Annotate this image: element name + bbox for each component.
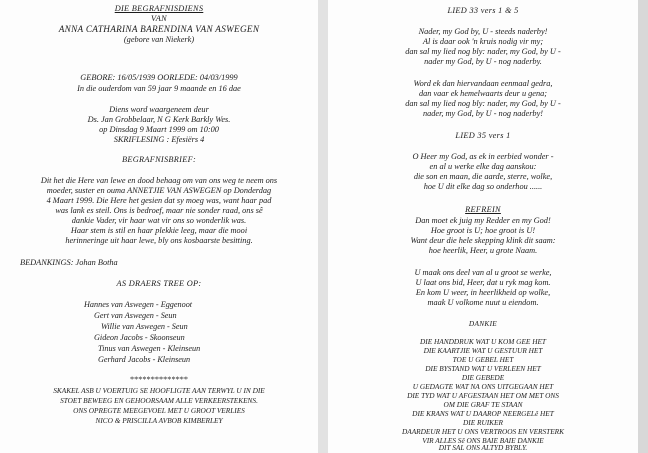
thanks-title: DANKIE [468, 319, 498, 328]
thanks-line: VIR ALLES Sê ONS BAIE BAIE DANKIE [422, 436, 544, 445]
thanks-line: DIE TYD WAT U AFGESTAAN HET OM MET ONS [407, 391, 559, 400]
letter-line: moeder, suster en ouma ANNETJIE VAN ASWEGEN op Donderdag [46, 186, 272, 195]
hymn2-title: LIED 35 vers 1 [455, 131, 511, 140]
bearers-heading: AS DRAERS TREE OP: [116, 279, 202, 288]
letter-line: Haar stem is stil en haar plekkie leeg, maar die mooi [70, 226, 248, 235]
hymn1-line: Al is daar ook 'n kruis nodig vir my; [422, 37, 544, 46]
bearer-item: Tinus van Aswegen - Kleinseun [98, 344, 201, 353]
hymn1-line: Nader, my God by, U - steeds naderby! [418, 27, 548, 36]
bearer-item: Willie van Aswegen - Seun [101, 322, 188, 331]
hymn1-line: dan sal my lied nog bly: nader, my God, by U - [405, 47, 561, 56]
letter-line: dankie Vader, vir haar wat vir ons so wonderlik was. [71, 216, 247, 225]
letter-line: was lank es steil. Ons is bedroef, maar nie sonder raad, ons sê [55, 206, 263, 215]
birth-death-dates: GEBORE: 16/05/1939 OORLEDE: 04/03/1999 [80, 73, 238, 82]
refrain-line: Hoe groot is U; hoe groot is U! [430, 226, 536, 235]
scripture-reading: SKRIFLESING : Efesiërs 4 [113, 135, 205, 144]
thanks-line: TOE U GEBEL HET [452, 355, 514, 364]
thanks-line: DIE KAARTJIE WAT U GESTUUR HET [423, 346, 543, 355]
bearer-item: Gerhard Jacobs - Kleinseun [98, 355, 191, 364]
hymn2-line: en al u werke elke dag aanskou: [429, 162, 537, 171]
separator-stars: ************** [129, 375, 189, 384]
footer-line: NICO & PRISCILLA AVBOB KIMBERLEY [95, 416, 223, 425]
verse3-line: maak U volkome nuut u eiendom. [427, 298, 539, 307]
refrain-line: Dan moet ek juig my Redder en my God! [415, 216, 551, 225]
service-line: Ds. Jan Grobbelaar, N G Kerk Barkly Wes. [87, 115, 231, 124]
letter-heading: BEGRAFNISBRIEF: [121, 155, 197, 164]
verse3-line: En kom U weer, in heerlikheid op wolke, [415, 288, 551, 297]
service-line: Diens word waargeneem deur [109, 105, 209, 114]
left-page [0, 0, 318, 453]
thanks-line: DIT SAL ONS ALTYD BYBLY. [438, 443, 528, 452]
age-line: In die ouderdom van 59 jaar 9 maande en 16 dae [77, 84, 241, 93]
letter-line: Dit het die Here van lewe en dood behaag om van ons weg te neem ons [40, 176, 278, 185]
refrain-title: REFREIN [465, 205, 501, 214]
heading: DIE BEGRAFNISDIENS [114, 4, 204, 13]
thanks-line: U GEDAGTE WAT NA ONS UITGEGAAN HET [412, 382, 554, 391]
maiden-name: (gebore van Niekerk) [123, 35, 195, 44]
footer-line: SKAKEL ASB U VOERTUIG SE HOOFLIGTE AAN TERWYL U IN DIE [53, 386, 265, 395]
hymn1-line: Word ek dan hiervandaan eenmaal gedra, [413, 79, 553, 88]
service-line: op Dinsdag 9 Maart 1999 om 10:00 [99, 125, 219, 134]
thanks-line: DIE BYSTAND WAT U VERLEEN HET [425, 364, 541, 373]
hymn1-title: LIED 33 vers 1 & 5 [447, 6, 519, 15]
page-edge [638, 0, 648, 453]
footer-line: ONS OPREGTE MEEGEVOEL MET U GROOT VERLIES [73, 406, 245, 415]
thanks-line: DIE RUIKER [463, 418, 503, 427]
thanks-line: OM DIE GRAF TE STAAN [443, 400, 523, 409]
hymn2-line: die son en maan, die aarde, sterre, wolke, [413, 172, 553, 181]
letter-line: herinneringe uit haar lewe, bly ons kosbaarste besitting. [65, 236, 253, 245]
thanks-line: DIE HANDDRUK WAT U KOM GEE HET [420, 337, 546, 346]
deceased-name: ANNA CATHARINA BARENDINA VAN ASWEGEN [58, 24, 260, 34]
thanks-line: DIE KRANS WAT U DAAROP NEERGELê HET [412, 409, 554, 418]
refrain-line: hoe heerlik, Heer, u grote Naam. [428, 246, 538, 255]
hymn1-line: dan sal my lied nog bly: nader, my God, by U - [405, 99, 561, 108]
bearer-item: Gideon Jacobs - Skoonseun [94, 333, 185, 342]
hymn2-line: hoe U dit elke dag so onderhou ...... [423, 182, 543, 191]
verse3-line: U laat ons bid, Heer, dat u ryk mag kom. [415, 278, 551, 287]
footer-line: STOET BEWEEG EN GEHOORSAAM ALLE VERKEERSTEKENS. [60, 396, 258, 405]
letter-line: 4 Maart 1999. Die Here het gesien dat sy moeg was, want haar pad [46, 196, 272, 205]
van-label: VAN [151, 14, 167, 23]
thanks-line: DIE GEBEDE [461, 373, 505, 382]
hymn1-line: nader my God, by U - nog naderby. [424, 57, 542, 66]
refrain-line: Want deur die hele skepping klink dit saam: [410, 236, 556, 245]
thanks-line: DAARDEUR HET U ONS VERTROOS EN VERSTERK [401, 427, 564, 436]
page-gutter [318, 0, 328, 453]
hymn1-line: nader, my God, by U - nog naderby! [422, 109, 544, 118]
hymn1-line: dan vaar ek hemelwaarts deur u gena; [418, 89, 548, 98]
hymn2-line: O Heer my God, as ek in eerbied wonder - [412, 152, 554, 161]
verse3-line: U maak ons deel van al u groot se werke, [414, 268, 552, 277]
bearer-item: Hannes van Aswegen - Eggenoot [84, 300, 193, 309]
acknowledgements: BEDANKINGS: Johan Botha [20, 258, 118, 267]
bearer-item: Gert van Aswegen - Seun [94, 311, 177, 320]
right-page [328, 0, 638, 453]
